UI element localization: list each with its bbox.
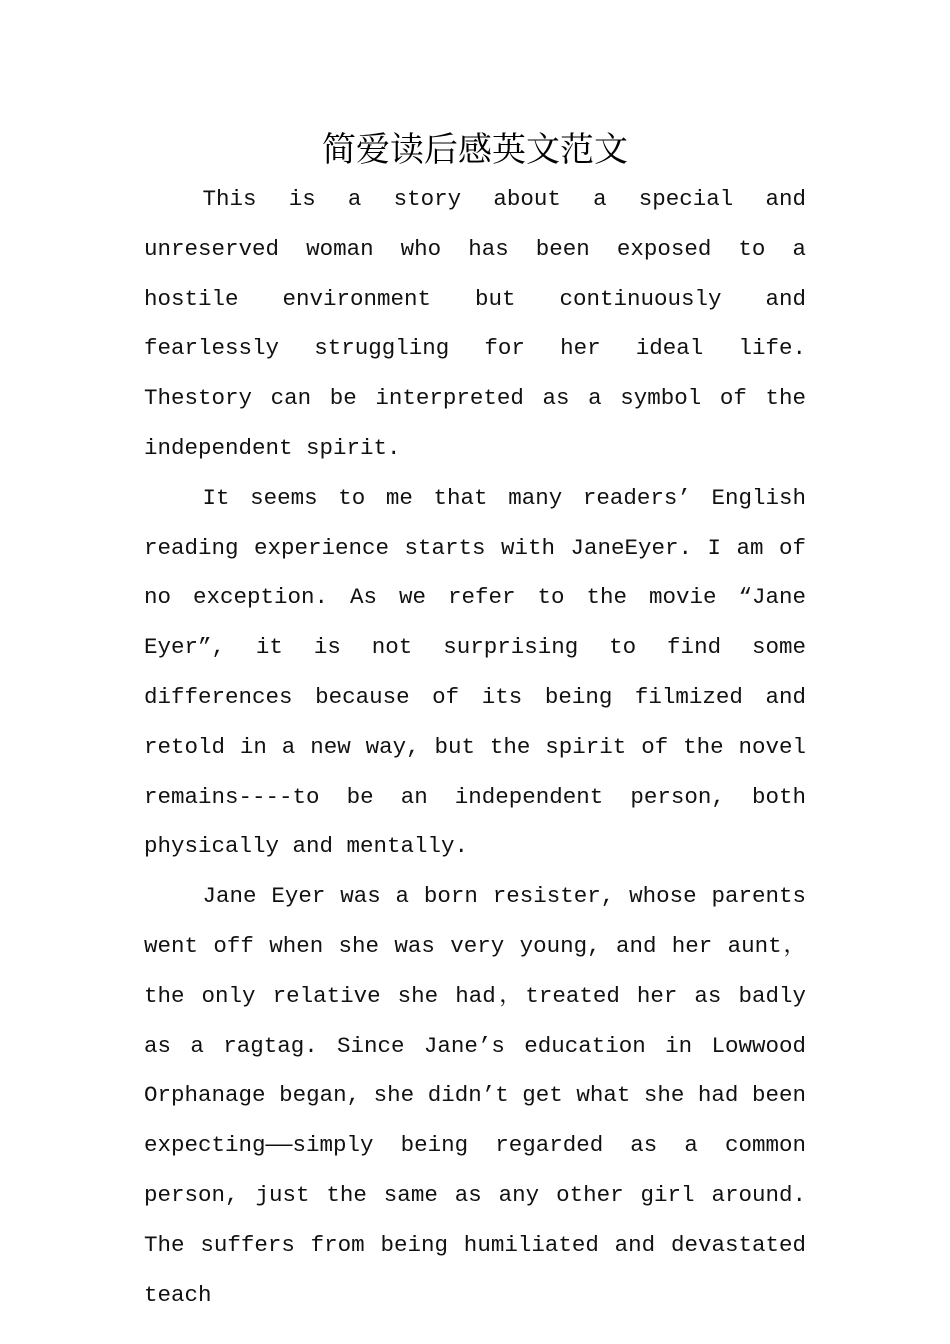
document-body	[144, 175, 806, 1320]
paragraph-2: It seems to me that many readers’ English reading experience starts with JaneEyer. I am of no exception. As we refer to the movie “Jane Eyer”, it is not surprising to find some differences because of its being filmized and retold in a new way, but the spirit of the novel remains----to be an independent person, both physically and mentally.	[144, 484, 806, 860]
document-title: 简爱读后感英文范文	[322, 130, 628, 170]
paragraph-3: Jane Eyer was a born resister, whose parents went off when she was very young, and her aunt，the only relative she had，treated her as badly as a ragtag. Since Jane’s education in Lowwood Orphanage began, she didn’t get what she had been expecting——simply being regarded as a common person, just the same as any other girl around. The suffers from being humiliated and devastated teach	[144, 883, 806, 1308]
paragraph-1: This is a story about a special and unreserved woman who has been exposed to a hostile environment but continuously and fearlessly struggling for her ideal life. Thestory can be interpreted as a symbol of the independent spirit.	[144, 186, 806, 461]
